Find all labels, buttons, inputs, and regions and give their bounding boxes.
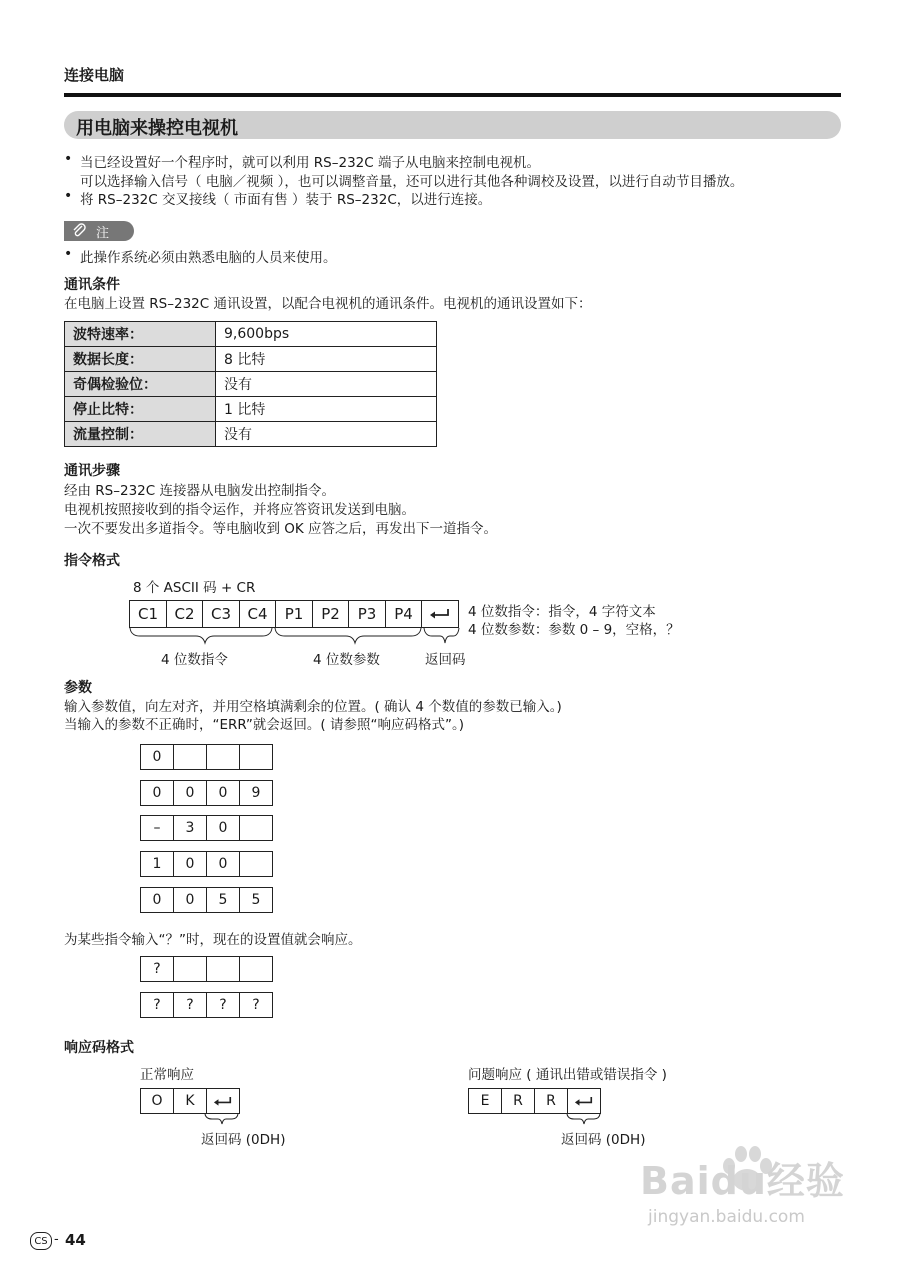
parameter-cell: P1 — [275, 600, 313, 628]
param-cell: 0 — [173, 887, 207, 913]
format-desc-2: 4 位数参数：参数 0 – 9，空格，？ — [468, 622, 680, 638]
query-text: 为某些指令输入“？”时，现在的设置值就会响应。 — [64, 932, 362, 948]
header-rule — [64, 93, 841, 97]
param-cell — [206, 956, 240, 982]
param-cell: ? — [173, 992, 207, 1018]
steps-line-2: 电视机按照接收到的指令运作，并将应答资讯发送到电脑。 — [64, 502, 415, 518]
param-cell — [239, 851, 273, 877]
parameter-cell: P2 — [312, 600, 350, 628]
section-header: 连接电脑 — [64, 66, 125, 84]
intro-line-3: 将 RS–232C 交叉接线（ 市面有售 ）装于 RS–232C，以进行连接。 — [80, 192, 492, 208]
param-cell: 5 — [239, 887, 273, 913]
params-line-2: 当输入的参数不正确时，“ERR”就会返回。( 请参照“响应码格式”。) — [64, 717, 464, 733]
comm-heading: 通讯条件 — [64, 277, 120, 293]
param-cell: 0 — [173, 851, 207, 877]
command-cell: C4 — [239, 600, 277, 628]
watermark — [640, 1150, 845, 1227]
bullet-dot: • — [64, 188, 73, 204]
param-cell: 9 — [239, 780, 273, 806]
normal-response-cells — [140, 1088, 240, 1114]
command-cell: C1 — [129, 600, 167, 628]
setting-key: 流量控制： — [65, 422, 216, 447]
paperclip-icon — [70, 222, 88, 240]
language-badge: CS — [30, 1232, 52, 1250]
format-heading: 指令格式 — [64, 553, 120, 569]
error-response-cells — [468, 1088, 601, 1114]
param-cell: 0 — [140, 744, 174, 770]
note-badge — [64, 221, 134, 241]
response-cell: R — [534, 1088, 568, 1114]
footer-dash: - — [54, 1232, 59, 1247]
param-example — [140, 744, 273, 770]
response-cell: K — [173, 1088, 207, 1114]
params-heading: 参数 — [64, 680, 92, 696]
response-cell: E — [468, 1088, 502, 1114]
return-icon — [574, 1096, 594, 1107]
table-row — [65, 372, 437, 397]
normal-response-label: 正常响应 — [140, 1067, 194, 1083]
setting-key: 数据长度： — [65, 347, 216, 372]
normal-return-label: 返回码 (0DH) — [201, 1132, 286, 1148]
param-cell — [173, 744, 207, 770]
response-cell: O — [140, 1088, 174, 1114]
param-cell — [239, 815, 273, 841]
parameter-cell: P4 — [385, 600, 423, 628]
query-example — [140, 956, 273, 982]
error-response-label: 问题响应 ( 通讯出错或错误指令 ) — [468, 1067, 667, 1083]
setting-key: 波特速率： — [65, 322, 216, 347]
param-cell — [239, 956, 273, 982]
note-text: 此操作系统必须由熟悉电脑的人员来使用。 — [80, 250, 337, 266]
note-label: 注 — [96, 226, 110, 241]
param-cell: 5 — [206, 887, 240, 913]
comm-desc: 在电脑上设置 RS–232C 通讯设置，以配合电视机的通讯条件。电视机的通讯设置如下： — [64, 296, 592, 312]
setting-value: 没有 — [216, 372, 437, 397]
param-cell: 0 — [206, 851, 240, 877]
setting-value: 没有 — [216, 422, 437, 447]
table-row — [65, 422, 437, 447]
param-cell: 0 — [140, 887, 174, 913]
bullet-dot: • — [64, 246, 73, 262]
param-cell: 3 — [173, 815, 207, 841]
param-example — [140, 815, 273, 841]
steps-line-3: 一次不要发出多道指令。等电脑收到 OK 应答之后，再发出下一道指令。 — [64, 521, 498, 537]
table-row — [65, 322, 437, 347]
label-parameter: 4 位数参数 — [313, 652, 380, 668]
param-cell: ? — [239, 992, 273, 1018]
watermark-url: jingyan.baidu.com — [648, 1207, 805, 1227]
param-example — [140, 780, 273, 806]
param-cell: 0 — [206, 815, 240, 841]
setting-value: 1 比特 — [216, 397, 437, 422]
param-cell: ? — [140, 956, 174, 982]
param-cell — [239, 744, 273, 770]
comm-settings-table — [64, 321, 437, 447]
param-cell: ? — [140, 992, 174, 1018]
setting-key: 奇偶检验位： — [65, 372, 216, 397]
param-cell: – — [140, 815, 174, 841]
return-cell — [567, 1088, 601, 1114]
table-row — [65, 347, 437, 372]
param-cell: 0 — [140, 780, 174, 806]
command-cell: C2 — [166, 600, 204, 628]
intro-line-1: 当已经设置好一个程序时，就可以利用 RS–232C 端子从电脑来控制电视机。 — [80, 155, 540, 171]
label-command: 4 位数指令 — [161, 652, 228, 668]
error-return-label: 返回码 (0DH) — [561, 1132, 646, 1148]
param-cell: 1 — [140, 851, 174, 877]
param-cell: 0 — [173, 780, 207, 806]
param-cell — [206, 744, 240, 770]
setting-value: 8 比特 — [216, 347, 437, 372]
response-cell: R — [501, 1088, 535, 1114]
steps-line-1: 经由 RS–232C 连接器从电脑发出控制指令。 — [64, 483, 335, 499]
param-cell — [173, 956, 207, 982]
setting-value: 9,600bps — [216, 322, 437, 347]
query-example — [140, 992, 273, 1018]
return-icon — [213, 1096, 233, 1107]
page-number: 44 — [65, 1231, 86, 1249]
return-cell — [206, 1088, 240, 1114]
param-example — [140, 887, 273, 913]
bullet-dot: • — [64, 151, 73, 167]
return-cell — [421, 600, 459, 628]
response-heading: 响应码格式 — [64, 1040, 134, 1056]
watermark-brand: Baidu经验 — [640, 1159, 845, 1203]
param-cell: 0 — [206, 780, 240, 806]
setting-key: 停止比特： — [65, 397, 216, 422]
label-return: 返回码 — [425, 652, 466, 668]
param-cell: ? — [206, 992, 240, 1018]
return-icon — [429, 608, 451, 620]
params-line-1: 输入参数值，向左对齐，并用空格填满剩余的位置。( 确认 4 个数值的参数已输入。) — [64, 699, 562, 715]
param-example — [140, 851, 273, 877]
steps-heading: 通讯步骤 — [64, 463, 120, 479]
intro-line-2: 可以选择输入信号（ 电脑／视频 ），也可以调整音量，还可以进行其他各种调校及设置，以进行自动节目播放。 — [80, 174, 744, 190]
format-desc-1: 4 位数指令：指令，4 字符文本 — [468, 604, 656, 620]
table-row — [65, 397, 437, 422]
page-title: 用电脑来操控电视机 — [76, 118, 238, 139]
format-caption: 8 个 ASCII 码 + CR — [133, 580, 256, 596]
parameter-cell: P3 — [348, 600, 386, 628]
command-format-cells — [129, 600, 459, 628]
command-cell: C3 — [202, 600, 240, 628]
